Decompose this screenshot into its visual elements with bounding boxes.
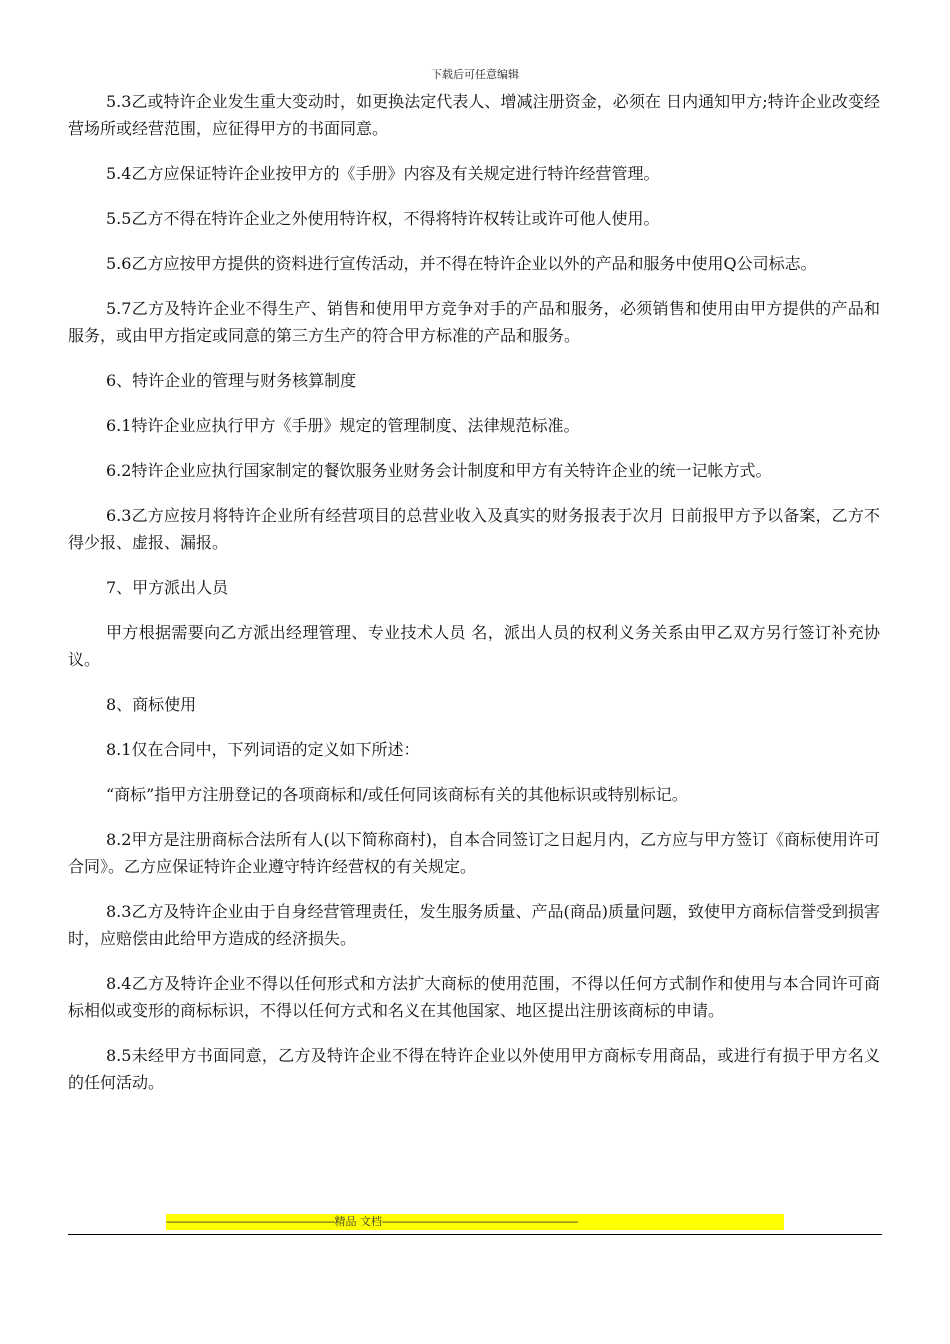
section-7-heading: 7、甲方派出人员 xyxy=(106,578,229,597)
clause-6-1: 6.1特许企业应执行甲方《手册》规定的管理制度、法律规范标准。 xyxy=(106,416,580,435)
clause-8-2: 8.2甲方是注册商标合法所有人(以下简称商村)，自本合同签订之日起月内，乙方应与甲方签订《商标使用许可合同》。乙方应保证特许企业遵守特许经营权的有关规定。 xyxy=(68,830,880,876)
clause-8-3: 8.3乙方及特许企业由于自身经营管理责任，发生服务质量、产品(商品)质量问题，致使甲方商标信誉受到损害时，应赔偿由此给甲方造成的经济损失。 xyxy=(68,902,880,948)
footer-banner xyxy=(166,1214,784,1230)
clause-5-5: 5.5乙方不得在特许企业之外使用特许权，不得将特许权转让或许可他人使用。 xyxy=(106,209,660,228)
section-8-heading: 8、商标使用 xyxy=(106,695,197,714)
section-6-heading: 6、特许企业的管理与财务核算制度 xyxy=(106,371,357,390)
clause-8-1: 8.1仅在合同中，下列词语的定义如下所述： xyxy=(106,740,420,759)
clause-6-2: 6.2特许企业应执行国家制定的餐饮服务业财务会计制度和甲方有关特许企业的统一记帐方式。 xyxy=(106,461,772,480)
footer-dashes-right: ------------------------------------------------------------------------ xyxy=(381,1215,578,1228)
header-note: 下载后可任意编辑 xyxy=(431,68,519,81)
clause-5-6: 5.6乙方应按甲方提供的资料进行宣传活动，并不得在特许企业以外的产品和服务中使用Q公司标志。 xyxy=(106,254,817,273)
footer-label: 精品 文档 xyxy=(334,1215,382,1228)
footer-dashes-left: -------------------------------------------------------------- xyxy=(166,1215,335,1228)
footer-rule xyxy=(68,1234,882,1235)
trademark-definition: “商标”指甲方注册登记的各项商标和/或任何同该商标有关的其他标识或特别标记。 xyxy=(106,785,688,804)
clause-5-3: 5.3乙或特许企业发生重大变动时，如更换法定代表人、增减注册资金，必须在 日内通知甲方;特许企业改变经营场所或经营范围，应征得甲方的书面同意。 xyxy=(68,92,880,138)
section-7-body: 甲方根据需要向乙方派出经理管理、专业技术人员 名，派出人员的权利义务关系由甲乙双方另行签订补充协议。 xyxy=(68,623,880,669)
clause-8-4: 8.4乙方及特许企业不得以任何形式和方法扩大商标的使用范围，不得以任何方式制作和使用与本合同许可商标相似或变形的商标标识，不得以任何方式和名义在其他国家、地区提出注册该商标的申请。 xyxy=(68,974,880,1020)
document-body xyxy=(68,88,880,1114)
clause-8-5: 8.5未经甲方书面同意，乙方及特许企业不得在特许企业以外使用甲方商标专用商品，或进行有损于甲方名义的任何活动。 xyxy=(68,1046,880,1092)
clause-5-4: 5.4乙方应保证特许企业按甲方的《手册》内容及有关规定进行特许经营管理。 xyxy=(106,164,660,183)
clause-6-3: 6.3乙方应按月将特许企业所有经营项目的总营业收入及真实的财务报表于次月 日前报甲方予以备案，乙方不得少报、虚报、漏报。 xyxy=(68,506,880,552)
clause-5-7: 5.7乙方及特许企业不得生产、销售和使用甲方竞争对手的产品和服务，必须销售和使用由甲方提供的产品和服务，或由甲方指定或同意的第三方生产的符合甲方标准的产品和服务。 xyxy=(68,299,880,345)
